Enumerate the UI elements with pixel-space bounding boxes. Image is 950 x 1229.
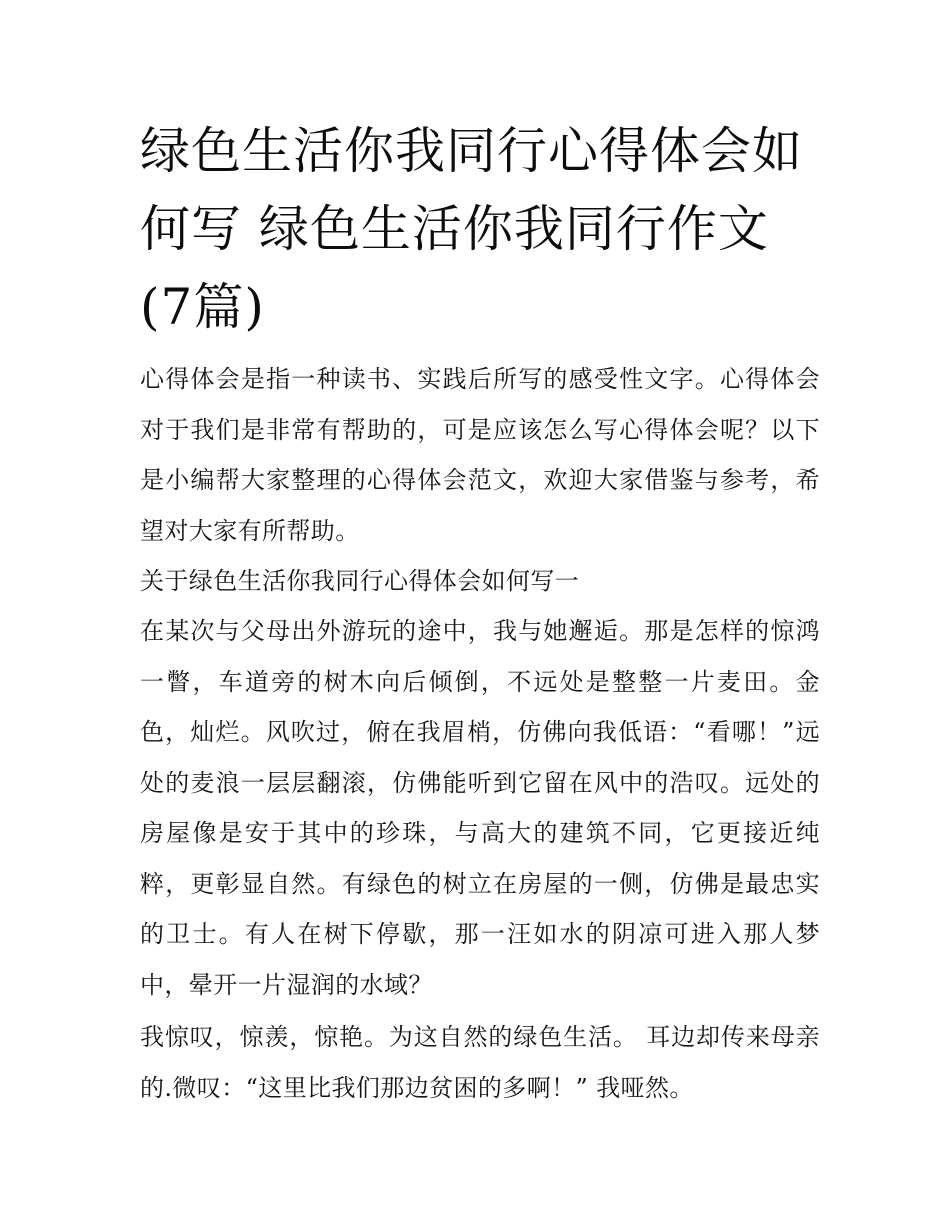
body-paragraph: 在某次与父母出外游玩的途中，我与她邂逅。那是怎样的惊鸿一瞥，车道旁的树木向后倾倒，不远处是整整一片麦田。金色，灿烂。风吹过，俯在我眉梢，仿佛向我低语：“看哪！”远处的麦浪一层层翻滚，仿佛能听到它留在风中的浩叹。远处的房屋像是安于其中的珍珠，与高大的建筑不同，它更接近纯粹，更彰显自然。有绿色的树立在房屋的一侧，仿佛是最忠实的卫士。有人在树下停歇，那一汪如水的阴凉可进入那人梦中，晕开一片湿润的水域？ <box>140 617 820 999</box>
body-paragraph: 我惊叹，惊羡，惊艳。为这自然的绿色生活。 耳边却传来母亲的.微叹：“这里比我们那边贫困的多啊！” 我哑然。 <box>140 1023 820 1102</box>
document-title: 绿色生活你我同行心得体会如何写 绿色生活你我同行作文(7篇) <box>140 122 803 336</box>
intro-paragraph: 心得体会是指一种读书、实践后所写的感受性文字。心得体会对于我们是非常有帮助的，可是应该怎么写心得体会呢？以下是小编帮大家整理的心得体会范文，欢迎大家借鉴与参考，希望对大家有所帮助。 <box>140 365 820 545</box>
section-heading: 关于绿色生活你我同行心得体会如何写一 <box>140 567 580 595</box>
